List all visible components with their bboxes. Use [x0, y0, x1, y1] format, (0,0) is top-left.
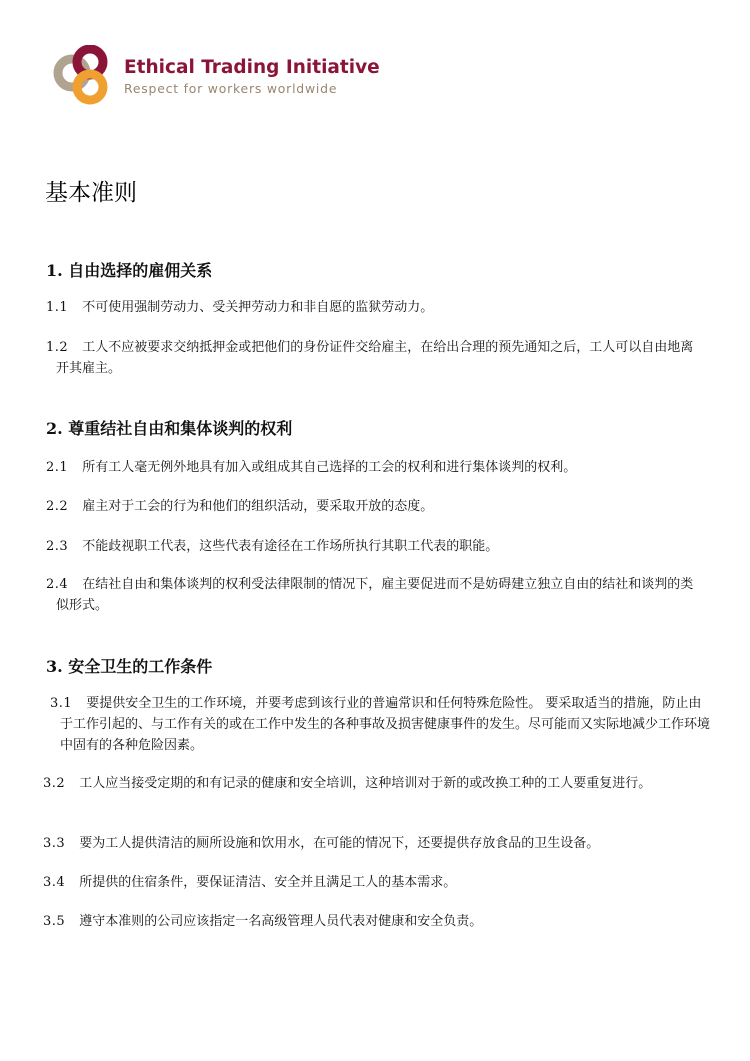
- clause-number: 3.5: [43, 914, 66, 929]
- brand-name: Ethical Trading Initiative: [124, 57, 380, 78]
- section-heading: 3. 安全卫生的工作条件: [46, 657, 213, 676]
- clause-2-1: [46, 457, 706, 478]
- section-heading: 1. 自由选择的雇佣关系: [46, 261, 213, 280]
- section-heading: 2. 尊重结社自由和集体谈判的权利: [46, 419, 293, 438]
- clause-number: 1.1: [46, 300, 69, 315]
- clause-number: 2.3: [46, 539, 69, 554]
- clause-number: 3.2: [43, 776, 66, 791]
- clause-text: 所提供的住宿条件，要保证清洁、安全并且满足工人的基本需求。: [79, 875, 457, 890]
- clause-text: 工人应当接受定期的和有记录的健康和安全培训，这种培训对于新的或改换工种的工人要重复进行。: [79, 776, 652, 791]
- clause-number: 2.1: [46, 460, 69, 475]
- clause-number: 1.2: [46, 340, 69, 355]
- clause-3-4: [43, 872, 703, 893]
- clause-2-3: [46, 536, 706, 557]
- clause-number: 3.3: [43, 836, 66, 851]
- clause-3-1: [50, 693, 712, 756]
- clause-text: 遵守本准则的公司应该指定一名高级管理人员代表对健康和安全负责。: [79, 914, 483, 929]
- clause-text: 雇主对于工会的行为和他们的组织活动，要采取开放的态度。: [82, 499, 434, 514]
- clause-number: 2.2: [46, 499, 69, 514]
- clause-1-1: [46, 297, 706, 318]
- clause-text: 要为工人提供清洁的厕所设施和饮用水，在可能的情况下，还要提供存放食品的卫生设备。: [79, 836, 600, 851]
- clause-number: 3.4: [43, 875, 66, 890]
- brand-tagline: Respect for workers worldwide: [124, 81, 338, 96]
- page-title: 基本准则: [45, 180, 137, 206]
- clause-text: 工人不应被要求交纳抵押金或把他们的身份证件交给雇主，在给出合理的预先通知之后，工人可以自由地离开其雇主。: [56, 340, 694, 376]
- clause-1-2: [46, 337, 704, 379]
- clause-3-5: [43, 911, 703, 932]
- clause-text: 不能歧视职工代表，这些代表有途径在工作场所执行其职工代表的职能。: [82, 539, 499, 554]
- clause-text: 所有工人毫无例外地具有加入或组成其自己选择的工会的权利和进行集体谈判的权利。: [82, 460, 577, 475]
- clause-number: 3.1: [50, 696, 73, 711]
- eti-logo: [52, 45, 380, 107]
- clause-text: 不可使用强制劳动力、受关押劳动力和非自愿的监狱劳动力。: [82, 300, 434, 315]
- clause-text: 在结社自由和集体谈判的权利受法律限制的情况下，雇主要促进而不是妨碍建立独立自由的结社和谈判的类似形式。: [56, 577, 694, 613]
- clause-2-4: [46, 574, 704, 616]
- clause-3-2: [43, 773, 712, 794]
- clause-number: 2.4: [46, 577, 69, 592]
- eti-logo-mark-icon: [52, 45, 114, 107]
- clause-text: 要提供安全卫生的工作环境，并要考虑到该行业的普遍常识和任何特殊危险性。 要采取适当的措施，防止由于工作引起的、与工作有关的或在工作中发生的各种事故及损害健康事件的发生。尽可能而又实际地减少工作环境中固有的各种危险因素。: [60, 696, 711, 753]
- clause-2-2: [46, 496, 706, 517]
- clause-3-3: [43, 833, 703, 854]
